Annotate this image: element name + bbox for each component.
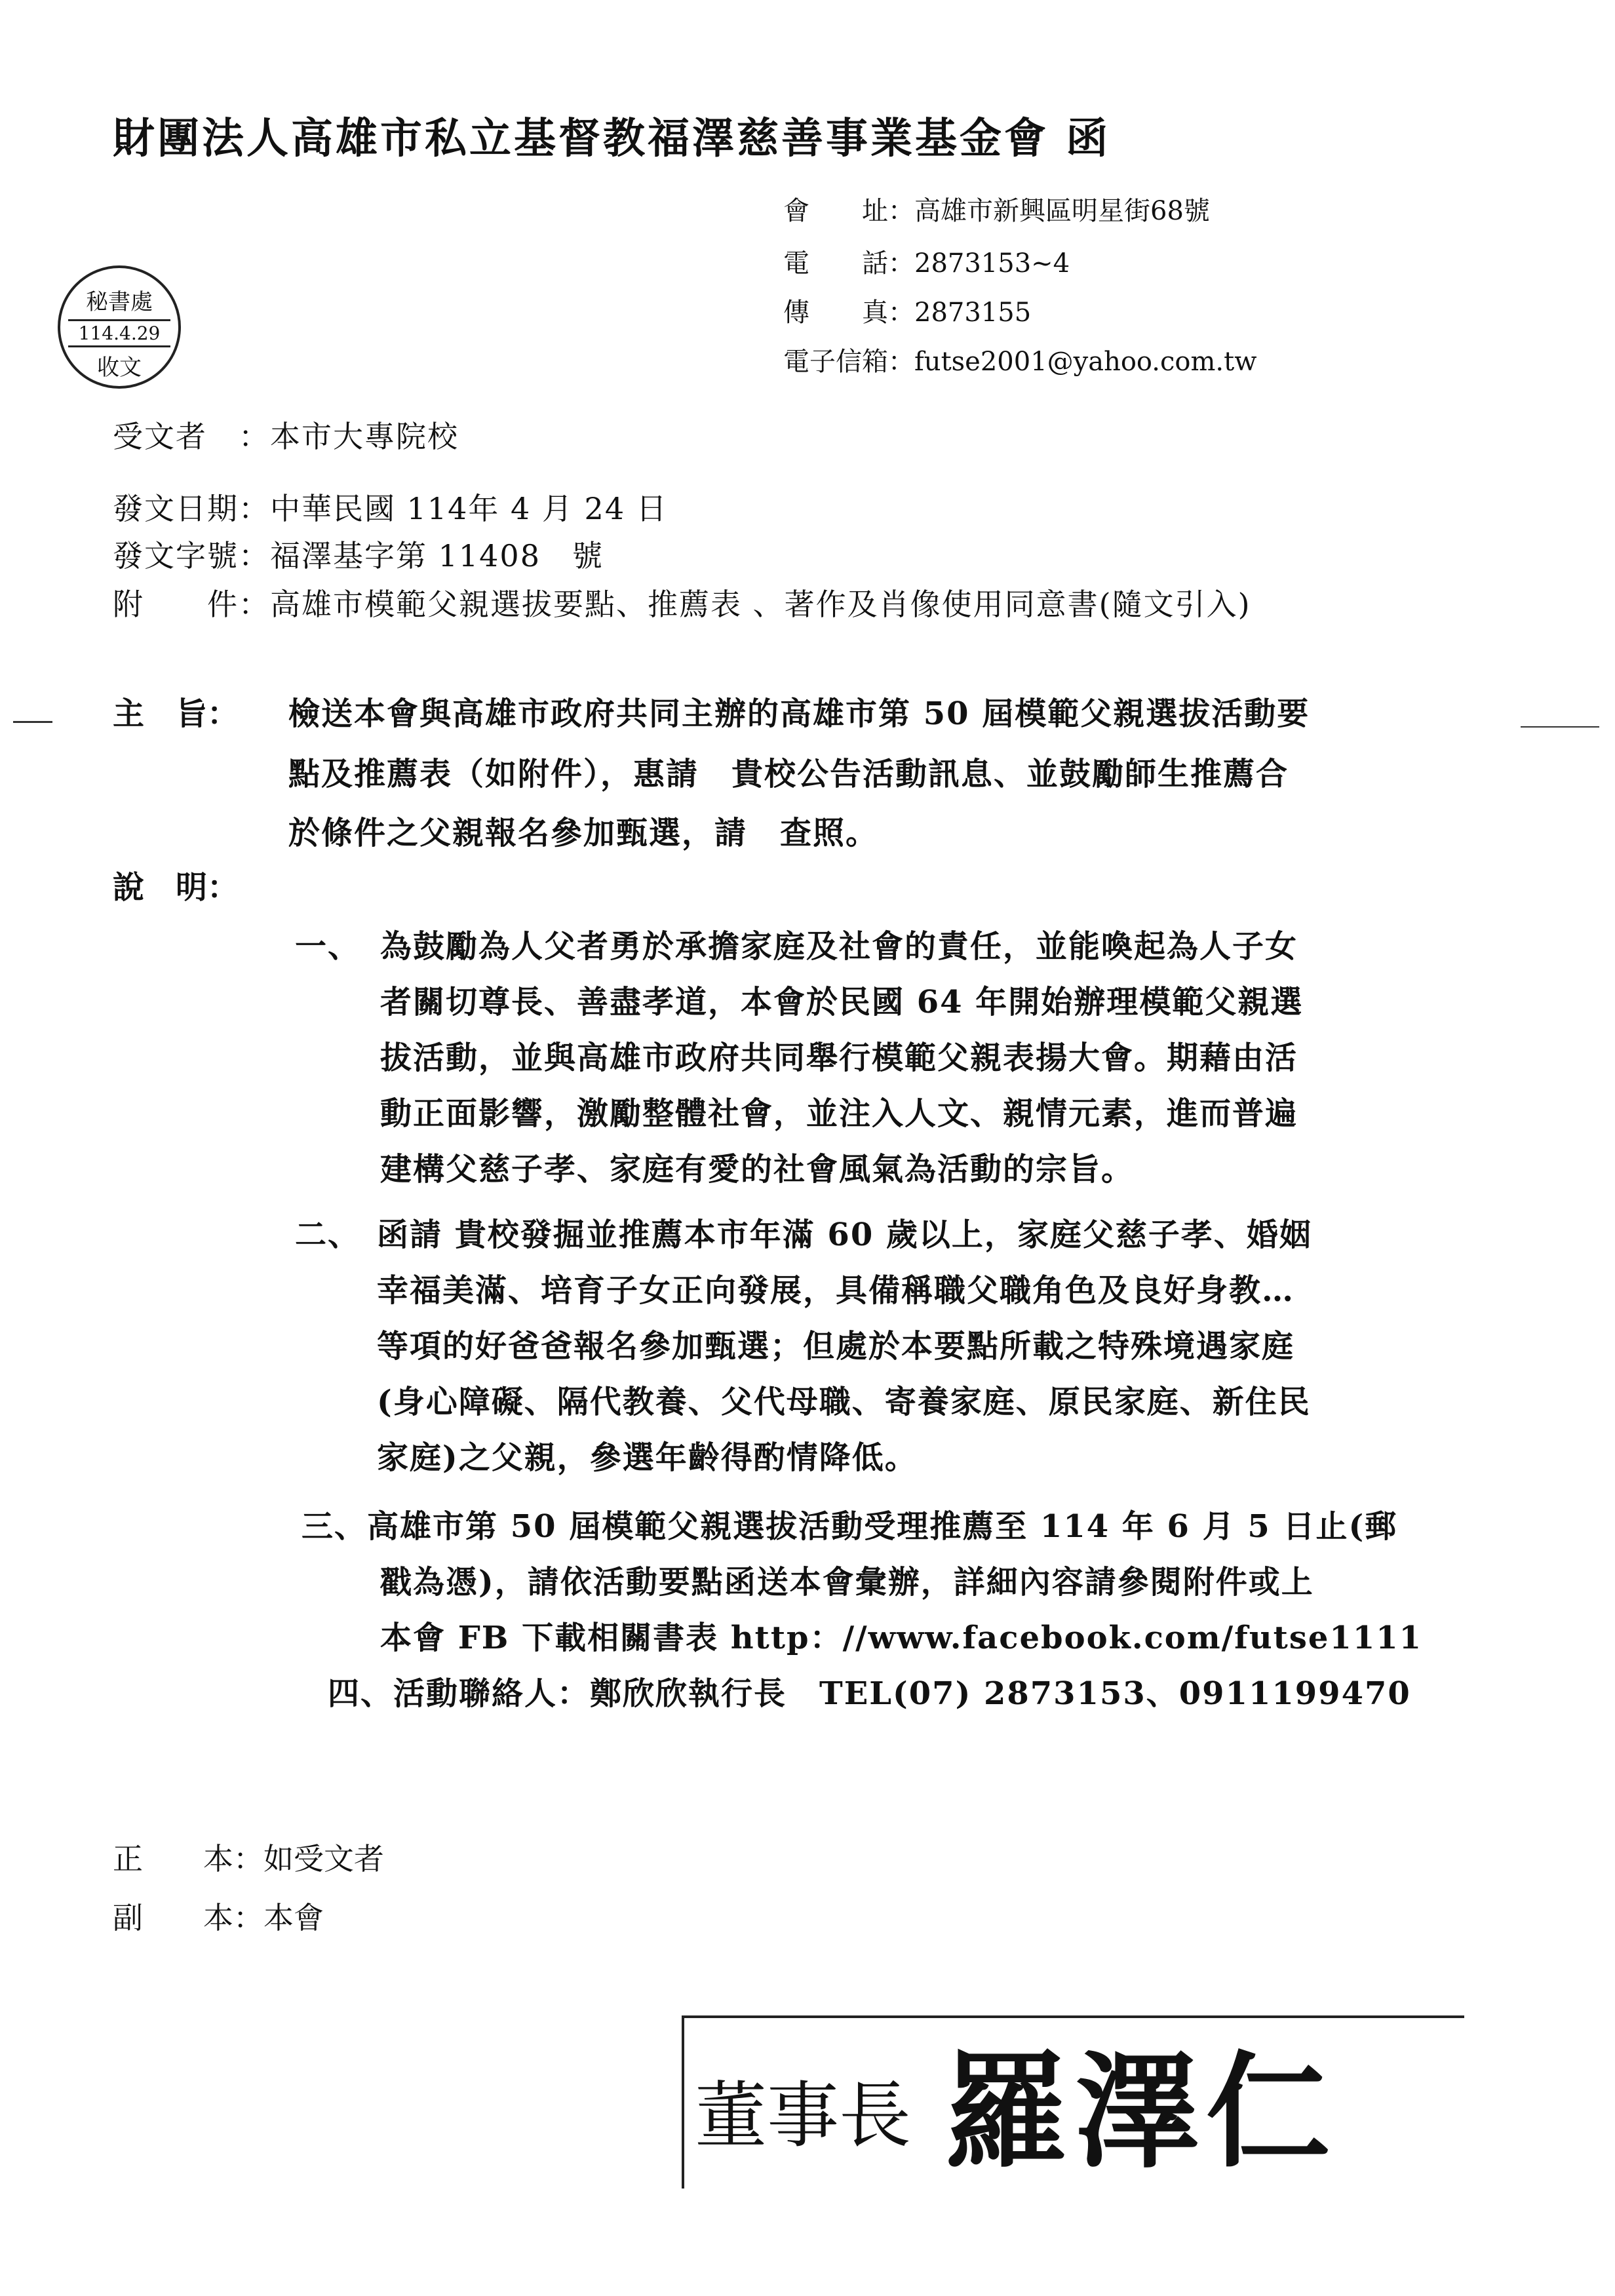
recipient-label: 受文者 ： — [113, 419, 270, 454]
duplicate-copy-label: 副 本： — [113, 1900, 263, 1936]
item-line: 本會 FB 下載相關書表 http：//www.facebook.com/futse1111 — [380, 1620, 1423, 1656]
original-copy-value: 如受文者 — [263, 1841, 384, 1877]
scan-artifact — [1521, 726, 1599, 728]
item-line: 活動聯絡人：鄭欣欣執行長 TEL(07) 2873153、0911199470 — [393, 1675, 1411, 1712]
contact-address-value: 高雄市新興區明星街68號 — [914, 196, 1210, 226]
original-copy — [113, 1835, 384, 1878]
subject-line: 點及推薦表（如附件），惠請 貴校公告活動訊息、並鼓勵師生推薦合 — [288, 756, 1289, 792]
item-line: 拔活動，並與高雄市政府共同舉行模範父親表揚大會。期藉由活 — [380, 1040, 1298, 1076]
attachments-value: 高雄市模範父親選拔要點、推薦表 、著作及肖像使用同意書(隨文引入) — [270, 587, 1251, 622]
item-marker: 三、 — [302, 1508, 368, 1545]
item-marker: 二、 — [295, 1216, 361, 1253]
contact-fax-label: 傳 真： — [783, 298, 914, 328]
stamp-date: 114.4.29 — [68, 319, 170, 347]
contact-address-label: 會 址： — [783, 196, 914, 226]
attachments-label: 附 件： — [113, 587, 270, 622]
duplicate-copy-value: 本會 — [263, 1900, 324, 1936]
subject-line: 檢送本會與高雄市政府共同主辦的高雄市第 50 屆模範父親選拔活動要 — [288, 695, 1310, 732]
received-stamp — [58, 265, 181, 389]
item-marker: 四、 — [328, 1675, 394, 1712]
contact-phone-label: 電 話： — [783, 248, 914, 279]
item-marker: 一、 — [295, 928, 361, 965]
document-title: 財團法人高雄市私立基督教福澤慈善事業基金會 函 — [113, 114, 1111, 163]
description-label: 說 明： — [113, 869, 239, 906]
item-line: 建構父慈子孝、家庭有愛的社會風氣為活動的宗旨。 — [380, 1151, 1135, 1188]
contact-phone-value: 2873153~4 — [914, 248, 1070, 279]
document-number-label: 發文字號： — [113, 538, 270, 574]
recipient — [113, 413, 459, 456]
contact-email — [783, 341, 1256, 378]
item-line: 幸福美滿、培育子女正向發展，具備稱職父職角色及良好身教… — [377, 1272, 1295, 1309]
contact-email-value: futse2001@yahoo.com.tw — [914, 347, 1257, 377]
contact-address — [783, 190, 1210, 227]
item-line: 戳為憑)，請依活動要點函送本會彙辦，詳細內容請參閱附件或上 — [380, 1564, 1314, 1601]
item-line: 高雄市第 50 屆模範父親選拔活動受理推薦至 114 年 6 月 5 日止(郵 — [367, 1508, 1398, 1545]
contact-phone — [783, 243, 1070, 280]
scan-artifact — [13, 721, 52, 723]
attachments — [113, 581, 1251, 624]
subject-line: 於條件之父親報名參加甄選，請 查照。 — [288, 815, 879, 851]
item-line: 動正面影響，激勵整體社會，並注入人文、親情元素，進而普遍 — [380, 1095, 1298, 1132]
document-number-value: 福澤基字第 11408 號 — [270, 538, 604, 574]
item-line: 家庭)之父親，參選年齡得酌情降低。 — [377, 1439, 918, 1476]
item-line: 者關切尊長、善盡孝道，本會於民國 64 年開始辦理模範父親選 — [380, 984, 1304, 1021]
stamp-office: 秘書處 — [86, 289, 153, 315]
stamp-received: 收文 — [97, 355, 142, 381]
item-line: 為鼓勵為人父者勇於承擔家庭及社會的責任，並能喚起為人子女 — [380, 928, 1298, 965]
issue-date-value: 中華民國 114年 4 月 24 日 — [270, 491, 668, 526]
signature-title: 董事長 — [695, 2074, 911, 2158]
contact-email-label: 電子信箱： — [783, 347, 914, 377]
contact-fax — [783, 292, 1031, 329]
recipient-value: 本市大專院校 — [270, 419, 459, 454]
contact-fax-value: 2873155 — [914, 298, 1032, 328]
item-line: 函請 貴校發掘並推薦本市年滿 60 歲以上，家庭父慈子孝、婚姻 — [377, 1216, 1312, 1253]
signature-name: 羅澤仁 — [944, 2038, 1338, 2185]
original-copy-label: 正 本： — [113, 1841, 263, 1877]
issue-date — [113, 485, 668, 528]
duplicate-copy — [113, 1894, 324, 1937]
document-number — [113, 532, 604, 575]
subject-label: 主 旨： — [113, 695, 239, 732]
item-line: 等項的好爸爸報名參加甄選；但處於本要點所載之特殊境遇家庭 — [377, 1328, 1295, 1365]
issue-date-label: 發文日期： — [113, 491, 270, 526]
item-line: (身心障礙、隔代教養、父代母職、寄養家庭、原民家庭、新住民 — [377, 1384, 1311, 1420]
